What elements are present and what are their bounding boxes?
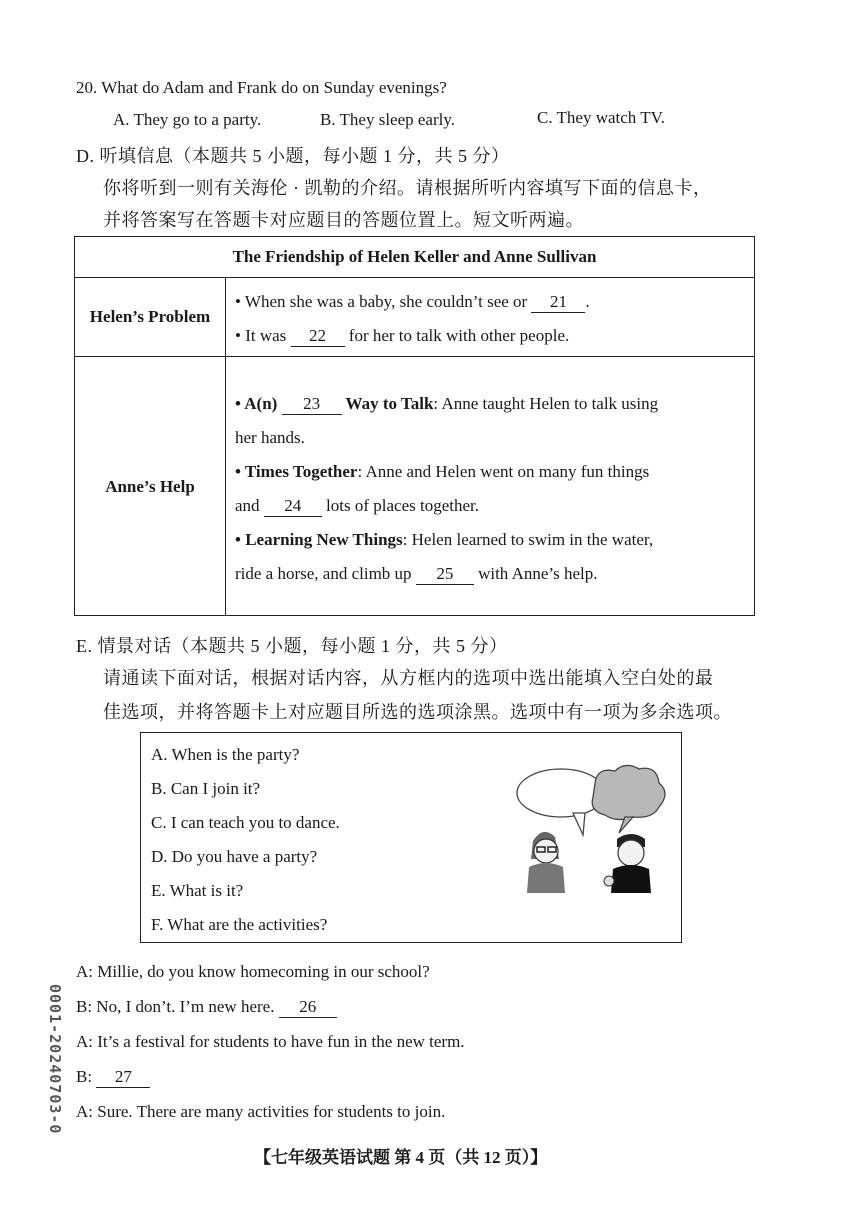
question-20-option-a: A. They go to a party.: [113, 110, 262, 129]
question-20-stem: 20. What do Adam and Frank do on Sunday evenings?: [76, 78, 447, 97]
problem-line-2-text: • It was: [235, 326, 291, 345]
help-item-2-cont: and: [235, 496, 264, 515]
help-line-5: [235, 523, 746, 557]
option-a: A. When is the party?: [151, 745, 300, 764]
girl-figure-icon: [527, 832, 565, 893]
blank-21: 21: [531, 293, 585, 313]
blank-25: 25: [416, 565, 474, 585]
help-line-1: [235, 387, 746, 421]
info-card-title: The Friendship of Helen Keller and Anne Sullivan: [232, 247, 597, 266]
side-serial-text: 0001-20240703-0: [46, 984, 64, 1135]
anne-help-content: [235, 387, 746, 591]
info-card-table: [74, 236, 755, 616]
problem-line-1: [235, 285, 746, 319]
dialogue-line-2-text: B: No, I don’t. I’m new here.: [76, 997, 279, 1016]
option-e: E. What is it?: [151, 881, 244, 900]
section-e-instruction-1: 请通读下面对话，根据对话内容，从方框内的选项中选出能填入空白处的最: [103, 668, 714, 688]
section-d-instruction-1: 你将听到一则有关海伦 · 凯勒的介绍。请根据所听内容填写下面的信息卡，: [103, 178, 712, 198]
anne-help-label: Anne’s Help: [105, 477, 195, 496]
side-serial-code: [36, 984, 66, 1180]
blank-23: 23: [282, 395, 342, 415]
problem-line-2-end: for her to talk with other people.: [344, 326, 570, 345]
help-line-6: [235, 557, 746, 591]
help-item-3-cont: ride a horse, and climb up: [235, 564, 416, 583]
page-footer: 【七年级英语试题 第 4 页（共 12 页）】: [254, 1148, 548, 1167]
help-line-2: her hands.: [235, 428, 305, 447]
section-e-heading: E. 情景对话（本题共 5 小题，每小题 1 分，共 5 分）: [76, 636, 508, 656]
help-item-2-text: : Anne and Helen went on many fun things: [357, 462, 650, 481]
help-item-2-end: lots of places together.: [321, 496, 480, 515]
dialogue-line-3: A: It’s a festival for students to have fun in the new term.: [76, 1032, 465, 1051]
option-b: B. Can I join it?: [151, 779, 261, 798]
conversation-illustration: [513, 763, 675, 893]
option-d: D. Do you have a party?: [151, 847, 318, 866]
option-f: F. What are the activities?: [151, 915, 328, 934]
blank-22: 22: [291, 327, 345, 347]
section-d-heading: D. 听填信息（本题共 5 小题，每小题 1 分，共 5 分）: [76, 146, 510, 166]
help-item-1-text: : Anne taught Helen to talk using: [433, 394, 659, 413]
dialogue-line-4: [76, 1067, 150, 1088]
problem-line-2: [235, 319, 746, 353]
blank-27: 27: [96, 1068, 150, 1088]
dialogue-line-4-text: B:: [76, 1067, 97, 1086]
section-d-instruction-2: 并将答案写在答题卡对应题目的答题位置上。短文听两遍。: [103, 210, 584, 230]
dialogue-line-5: A: Sure. There are many activities for students to join.: [76, 1102, 446, 1121]
dialogue-line-2: [76, 997, 337, 1018]
options-box: [140, 732, 682, 943]
help-item-3-end: with Anne’s help.: [473, 564, 598, 583]
help-line-4: [235, 489, 746, 523]
option-c: C. I can teach you to dance.: [151, 813, 340, 832]
section-e-instruction-2: 佳选项，并将答题卡上对应题目所选的选项涂黑。选项中有一项为多余选项。: [103, 702, 732, 722]
blank-24: 24: [264, 497, 322, 517]
info-card-title-row: [75, 237, 754, 278]
help-item-2-title: • Times Together: [235, 462, 358, 481]
help-item-1-title: Way to Talk: [341, 394, 434, 413]
problem-line-1-end: .: [585, 292, 590, 311]
speech-bubble-right-icon: [592, 765, 665, 833]
dialogue-line-1: A: Millie, do you know homecoming in our school?: [76, 962, 430, 981]
problem-line-1-text: • When she was a baby, she couldn’t see or: [235, 292, 532, 311]
helen-problem-label: Helen’s Problem: [89, 307, 211, 326]
help-item-1-label: • A(n): [235, 394, 282, 413]
help-item-3-text: : Helen learned to swim in the water,: [402, 530, 654, 549]
boy-figure-icon: [604, 834, 651, 893]
blank-26: 26: [279, 998, 337, 1018]
helen-problem-content: [235, 285, 746, 353]
help-line-3: [235, 455, 746, 489]
question-20-option-b: B. They sleep early.: [320, 110, 456, 129]
question-20-option-c: C. They watch TV.: [537, 108, 665, 127]
help-item-3-title: • Learning New Things: [235, 530, 403, 549]
